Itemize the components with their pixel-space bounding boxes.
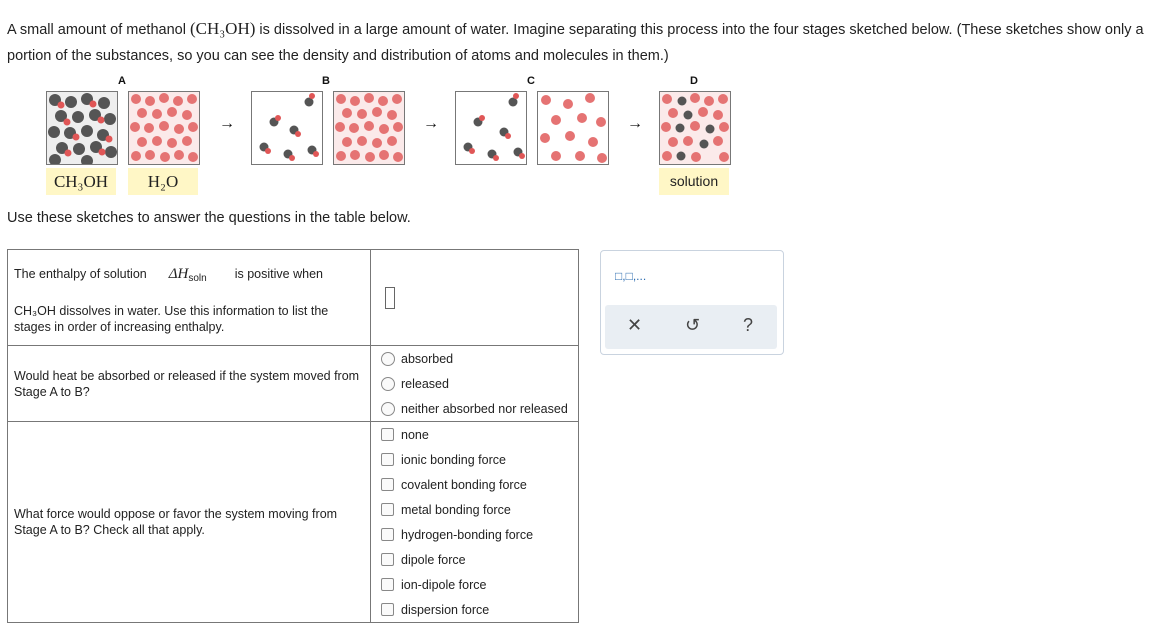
question-1-cell (8, 250, 371, 346)
question-2-text: Would heat be absorbed or released if the system moved from Stage A to B? (8, 346, 371, 422)
q3-option-label: ionic bonding force (401, 452, 506, 467)
intro-text-1: A small amount of methanol (7, 22, 190, 38)
q3-answer-cell (371, 422, 579, 623)
stage-c-water-sketch (537, 91, 609, 165)
clear-icon[interactable]: ✕ (627, 315, 643, 335)
q2-option-absorbed[interactable] (381, 346, 578, 371)
toolbox-action-bar (605, 305, 777, 349)
list-template-button[interactable]: □,□,... (615, 269, 647, 283)
q3-option-metal[interactable] (381, 497, 578, 522)
q3-option-label: ion-dipole force (401, 577, 487, 592)
q1-prefix: The enthalpy of solution (14, 266, 147, 281)
q1-answer-input[interactable] (385, 287, 395, 309)
help-icon[interactable]: ? (743, 315, 754, 335)
arrow-a-b: → (219, 115, 235, 132)
checkbox[interactable] (381, 428, 394, 441)
q2-option-label: neither absorbed nor released (401, 401, 568, 416)
methanol-formula: (CH₃OH) (189, 19, 256, 38)
q3-option-dispersion[interactable] (381, 597, 578, 622)
q2-option-label: released (401, 376, 449, 391)
stage-a-label: A (118, 75, 126, 87)
q2-answer-cell (371, 346, 579, 422)
q3-option-ionic[interactable] (381, 447, 578, 472)
instructions-text: Use these sketches to answer the questions in the table below. (7, 210, 411, 226)
checkbox[interactable] (381, 603, 394, 616)
q3-option-none[interactable] (381, 422, 578, 447)
q1-suffix: is positive when (234, 266, 323, 281)
intro-paragraph (7, 16, 1147, 69)
methanol-label: CH₃OH (46, 168, 116, 195)
question-row-1 (8, 250, 579, 346)
methanol-liquid-drawing (47, 92, 117, 164)
separated-methanol-drawing-c (456, 92, 526, 164)
radio-button[interactable] (381, 352, 395, 366)
q3-option-hydrogen[interactable] (381, 522, 578, 547)
separated-methanol-drawing (252, 92, 322, 164)
intro-text-2: is dissolved in a large amount of water. Imagine separating this process into the four stages sketched below. (These sketches show only a portion of the substances, so you can see the density and distribution of atoms and molecules in them.) (7, 22, 1144, 64)
undo-icon[interactable]: ↺ (685, 315, 701, 335)
q1-subscript: soln (188, 272, 207, 284)
question-row-2 (8, 346, 579, 422)
stage-a-water-sketch (128, 91, 200, 165)
stage-b-water-sketch (333, 91, 405, 165)
water-liquid-drawing-b (334, 92, 404, 164)
arrow-b-c: → (423, 115, 439, 132)
stage-a-methanol-sketch (46, 91, 118, 165)
stage-b-label: B (322, 75, 330, 87)
expanded-water-drawing (538, 92, 608, 164)
solution-label: solution (659, 168, 729, 195)
stage-b-methanol-sketch (251, 91, 323, 165)
q3-option-label: dipole force (401, 552, 466, 567)
question-3-text: What force would oppose or favor the system moving from Stage A to B? Check all that apply. (8, 422, 371, 623)
question-row-3 (8, 422, 579, 623)
q3-option-label: hydrogen-bonding force (401, 527, 534, 542)
radio-button[interactable] (381, 377, 395, 391)
checkbox[interactable] (381, 453, 394, 466)
q1-delta-h: ΔH (168, 265, 189, 282)
q2-option-released[interactable] (381, 371, 578, 396)
q2-option-neither[interactable] (381, 396, 578, 421)
stage-d-label: D (690, 75, 698, 87)
checkbox[interactable] (381, 503, 394, 516)
solution-drawing (660, 92, 730, 164)
water-liquid-drawing (129, 92, 199, 164)
q3-option-label: covalent bonding force (401, 477, 527, 492)
checkbox[interactable] (381, 578, 394, 591)
stage-c-methanol-sketch (455, 91, 527, 165)
arrow-c-d: → (627, 115, 643, 132)
checkbox[interactable] (381, 553, 394, 566)
q3-option-ion-dipole[interactable] (381, 572, 578, 597)
checkbox[interactable] (381, 478, 394, 491)
q3-option-covalent[interactable] (381, 472, 578, 497)
checkbox[interactable] (381, 528, 394, 541)
q1-answer-cell (371, 250, 579, 346)
stage-c-label: C (527, 75, 535, 87)
q3-option-label: metal bonding force (401, 502, 511, 517)
question-table (7, 249, 579, 623)
answer-toolbox (600, 250, 784, 355)
q2-option-label: absorbed (401, 351, 454, 366)
stage-d-solution-sketch (659, 91, 731, 165)
q3-option-label: none (401, 427, 429, 442)
radio-button[interactable] (381, 402, 395, 416)
q3-option-label: dispersion force (401, 602, 490, 617)
water-label: H₂O (128, 168, 198, 195)
q1-rest: CH₃OH dissolves in water. Use this information to list the stages in order of increasing enthalpy. (14, 303, 329, 334)
q3-option-dipole[interactable] (381, 547, 578, 572)
